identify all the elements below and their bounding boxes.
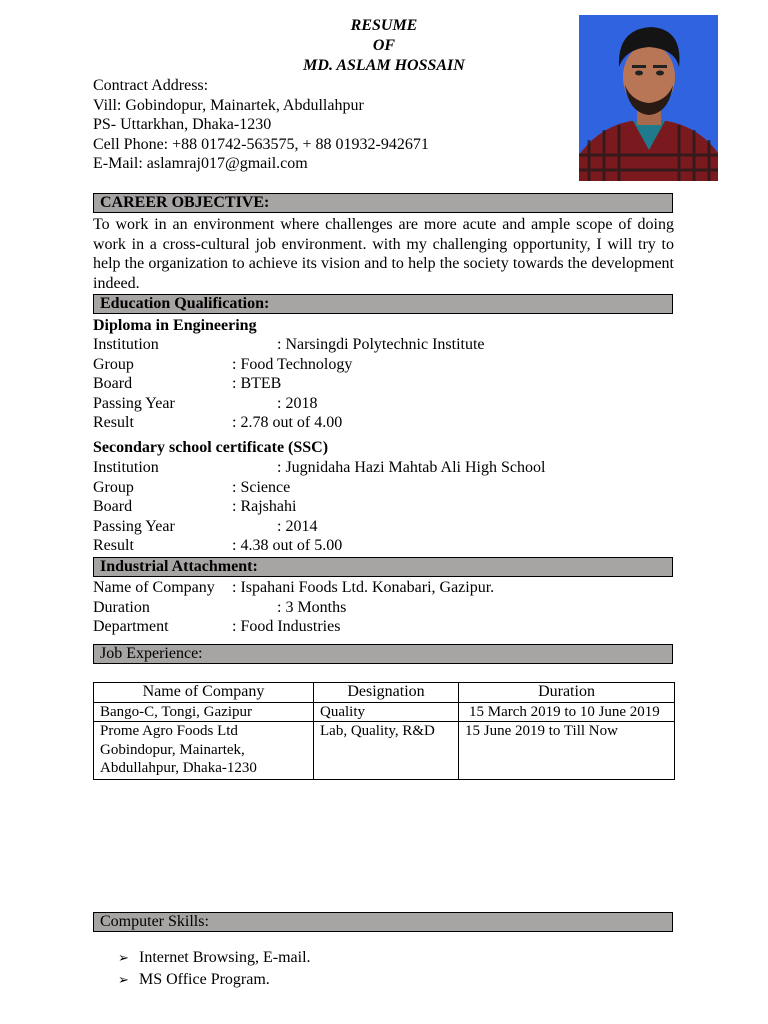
table-row xyxy=(94,722,675,780)
contact-heading: Contract Address: xyxy=(93,77,209,94)
attachment-department-value: : Food Industries xyxy=(232,618,341,635)
resume-of: OF xyxy=(372,37,396,54)
contact-phone: Cell Phone: +88 01742-563575, + 88 01932-942671 xyxy=(93,135,429,153)
attachment-company-value: : Ispahani Foods Ltd. Konabari, Gazipur. xyxy=(232,579,495,596)
career-objective-text: To work in an environment where challenges are more acute and ample scope of doing work in a cross-cultural job environment. with my challenging opportunity, I will try to help the organization to achieve its vision and to help the society towards the development indeed. xyxy=(93,216,674,292)
profile-photo xyxy=(579,15,718,181)
arrow-bullet-icon: ➢ xyxy=(118,951,129,966)
diploma-year-label: Passing Year xyxy=(93,395,175,412)
ssc-year-value: : 2014 xyxy=(277,518,318,535)
diploma-title: Diploma in Engineering xyxy=(93,317,257,334)
diploma-result-value: : 2.78 out of 4.00 xyxy=(232,414,343,431)
ssc-group-value: : Science xyxy=(232,479,291,496)
ssc-board-row xyxy=(93,497,296,517)
ssc-result-label: Result xyxy=(93,537,134,554)
cell-company xyxy=(94,702,314,722)
skill-label: MS Office Program. xyxy=(139,971,270,988)
column-header-duration: Duration xyxy=(459,683,675,703)
diploma-institution-value: : Narsingdi Polytechnic Institute xyxy=(277,336,485,353)
experience-table xyxy=(93,682,675,780)
company-line: Bango-C, Tongi, Gazipur xyxy=(100,703,252,720)
career-objective-heading: CAREER OBJECTIVE: xyxy=(93,193,673,213)
contact-ps: PS- Uttarkhan, Dhaka-1230 xyxy=(93,116,272,133)
diploma-group-row xyxy=(93,355,352,375)
cell-duration: 15 June 2019 to Till Now xyxy=(459,722,675,780)
ssc-title: Secondary school certificate (SSC) xyxy=(93,439,329,456)
contact-village: Vill: Gobindopur, Mainartek, Abdullahpur xyxy=(93,96,364,114)
cell-company xyxy=(94,722,314,780)
attachment-duration-label: Duration xyxy=(93,599,150,616)
diploma-result-label: Result xyxy=(93,414,134,431)
arrow-bullet-icon: ➢ xyxy=(118,973,129,988)
contact-email: E-Mail: aslamraj017@gmail.com xyxy=(93,155,308,172)
table-header-row xyxy=(94,683,675,703)
list-item xyxy=(118,947,311,969)
company-line: Gobindopur, Mainartek, xyxy=(100,741,245,758)
company-line: Abdullahpur, Dhaka-1230 xyxy=(100,760,257,776)
attachment-company-row xyxy=(93,578,494,598)
cell-designation: Quality xyxy=(314,702,459,722)
attachment-department-row xyxy=(93,617,340,637)
diploma-group-label: Group xyxy=(93,356,134,373)
ssc-board-value: : Rajshahi xyxy=(232,498,297,515)
cell-designation: Lab, Quality, R&D xyxy=(314,722,459,780)
candidate-name: MD. ASLAM HOSSAIN xyxy=(303,57,465,74)
ssc-result-value: : 4.38 out of 5.00 xyxy=(232,537,343,554)
cell-duration: 15 March 2019 to 10 June 2019 xyxy=(459,702,675,722)
diploma-institution-row xyxy=(93,335,485,355)
contact-block xyxy=(93,76,429,174)
diploma-board-label: Board xyxy=(93,375,133,392)
portrait-image xyxy=(579,15,718,181)
diploma-group-value: : Food Technology xyxy=(232,356,353,373)
attachment-heading: Industrial Attachment: xyxy=(93,557,673,577)
diploma-board-row xyxy=(93,374,281,394)
attachment-duration-value: : 3 Months xyxy=(277,599,347,616)
company-line: Prome Agro Foods Ltd xyxy=(100,723,238,739)
attachment-department-label: Department xyxy=(93,618,169,635)
experience-heading: Job Experience: xyxy=(93,644,673,664)
column-header-designation: Designation xyxy=(314,683,459,703)
list-item xyxy=(118,969,311,991)
diploma-year-row xyxy=(93,394,317,414)
skills-list xyxy=(118,947,311,991)
ssc-group-label: Group xyxy=(93,479,134,496)
ssc-year-label: Passing Year xyxy=(93,518,175,535)
attachment-duration-row xyxy=(93,598,346,618)
skill-label: Internet Browsing, E-mail. xyxy=(139,949,311,966)
resume-heading: RESUME xyxy=(350,17,418,34)
ssc-year-row xyxy=(93,517,317,537)
skills-heading: Computer Skills: xyxy=(93,912,673,932)
column-header-company: Name of Company xyxy=(94,683,314,703)
diploma-board-value: : BTEB xyxy=(232,375,282,392)
ssc-institution-value: : Jugnidaha Hazi Mahtab Ali High School xyxy=(277,459,546,476)
diploma-year-value: : 2018 xyxy=(277,395,318,412)
ssc-result-row xyxy=(93,536,342,556)
table-row xyxy=(94,702,675,722)
ssc-board-label: Board xyxy=(93,498,133,515)
attachment-company-label: Name of Company xyxy=(93,579,215,596)
ssc-institution-label: Institution xyxy=(93,459,159,476)
diploma-institution-label: Institution xyxy=(93,336,159,353)
ssc-group-row xyxy=(93,478,290,498)
diploma-result-row xyxy=(93,413,342,433)
education-heading: Education Qualification: xyxy=(93,294,673,314)
ssc-institution-row xyxy=(93,458,545,478)
